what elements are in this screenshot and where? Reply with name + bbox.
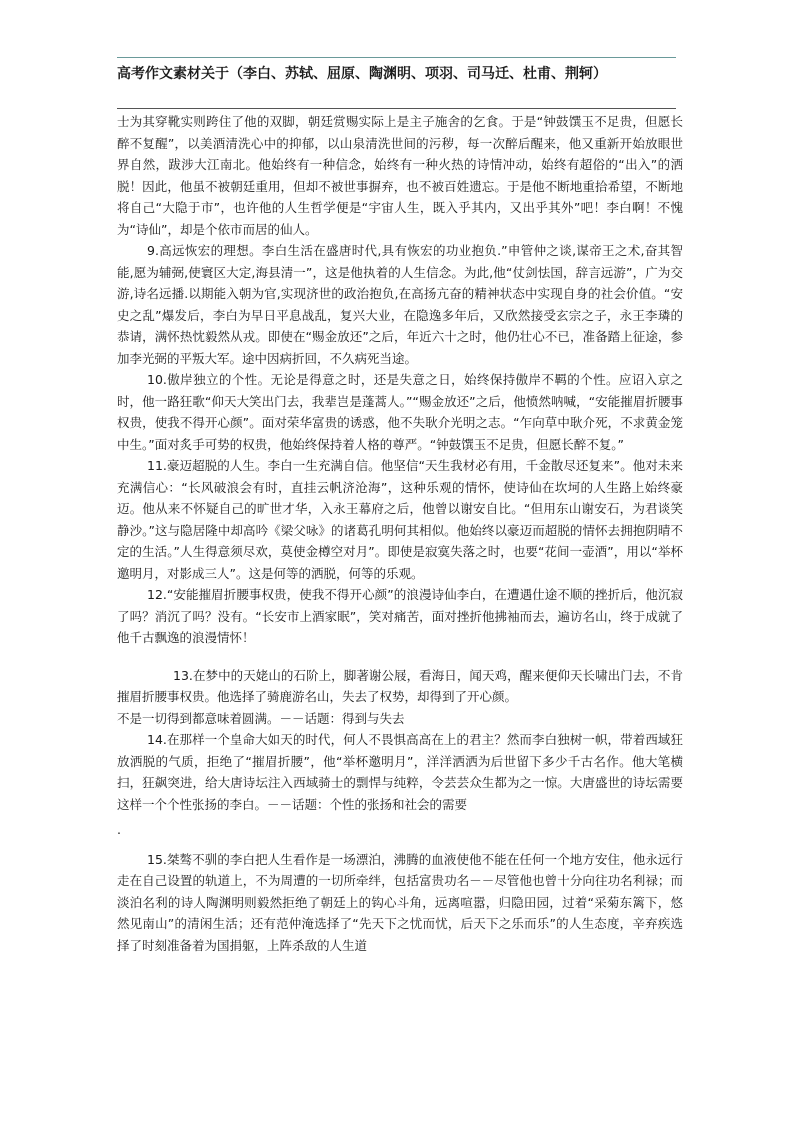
document-body xyxy=(117,111,683,956)
paragraph-11: 11.豪迈超脱的人生。李白一生充满自信。他坚信“天生我材必有用，千金散尽还复来”。他对未来充满信心：“长风破浪会有时，直挂云帆济沧海”，这种乐观的情怀，使诗仙在坎坷的人生路上始终豪迈。他从来不怀疑自己的旷世才华，入永王幕府之后，他曾以谢安自比。“但用东山谢安石，为君谈笑静沙。”这与隐居隆中却高吟《梁父咏》的诸葛孔明何其相似。他始终以豪迈而超脱的情怀去拥抱阴晴不定的生活。”人生得意须尽欢，莫使金樽空对月”。即使是寂寞失落之时，也要“花间一壶酒”，用以“举杯邀明月，对影成三人”。这是何等的洒脱，何等的乐观。 xyxy=(117,458,683,581)
document-header-title: 高考作文素材关于（李白、苏轼、屈原、陶渊明、项羽、司马迁、杜甫、荆轲） xyxy=(117,66,607,82)
paragraph-spacer xyxy=(117,649,683,665)
header-rule xyxy=(117,108,676,109)
paragraph-10: 10.傲岸独立的个性。无论是得意之时，还是失意之日，始终保持傲岸不羁的个性。应诏入京之时，他一路狂歌“仰天大笑出门去，我辈岂是蓬蒿人。”“赐金放还”之后，他愤然呐喊，“安能摧眉折腰事权贵，使我不得开心颜”。面对荣华富贵的诱惑，他不失耿介光明之志。“乍向草中耿介死，不求黄金笼中生。”面对炙手可势的权贵，他始终保持着人格的尊严。“钟鼓馔玉不足贵，但愿长醉不复。” xyxy=(117,372,683,452)
topic-line: 不是一切得到都意味着圆满。－－话题：得到与失去 xyxy=(117,710,405,726)
paragraph-continuation: 士为其穿靴实则跨住了他的双脚，朝廷赏赐实际上是主子施舍的乞食。于是“钟鼓馔玉不足贵，但愿长醉不复醒”，以美酒清洗心中的抑郁，以山泉清洗世间的污秽，每一次醉后醒来，他又重新开始放眼世界自然，跋涉大江南北。他始终有一种信念，始终有一种火热的诗情冲动，始终有超俗的“出入”的洒脱！因此，他虽不被朝廷重用，但却不被世事摒弃，也不被百姓遗忘。于是他不断地重拾希望，不断地将自己“大隐于市”，也许他的人生哲学便是“宇宙人生，既入乎其内，又出乎其外”吧！李白啊！不愧为“诗仙”，却是个依市而居的仙人。 xyxy=(117,114,683,237)
paragraph-15: 15.桀骜不驯的李白把人生看作是一场漂泊，沸腾的血液使他不能在任何一个地方安住，他永远行走在自己设置的轨道上，不为周遭的一切所牵绊，包括富贵功名－－尽管他也曾十分向往功名利禄；而淡泊名利的诗人陶渊明则毅然拒绝了朝廷上的钩心斗角，远离喧嚣，归隐田园，过着“采菊东篱下，悠然见南山”的清闲生活；还有范仲淹选择了“先天下之忧而忧，后天下之乐而乐”的人生态度，辛弃疾选择了时刻准备着为国捐躯，上阵杀敌的人生道 xyxy=(117,851,683,953)
paragraph-12: 12.“安能摧眉折腰事权贵，使我不得开心颜”的浪漫诗仙李白，在遭遇仕途不顺的挫折后，他沉寂了吗？消沉了吗？没有。“长安市上酒家眠”，笑对痛苦，面对挫折他拂袖而去，遍访名山，终于成就了他千古飘逸的浪漫情怀！ xyxy=(117,587,683,645)
paragraph-13: 13.在梦中的天姥山的石阶上，脚著谢公屐，看海日，闻天鸡，醒来便仰天长啸出门去，不肯摧眉折腰事权贵。他选择了骑鹿游名山，失去了权势，却得到了开心颜。 xyxy=(117,667,683,704)
paragraph-14: 14.在那样一个皇命大如天的时代，何人不畏惧高高在上的君主？然而李白独树一帜，带着西域狂放洒脱的气质，拒绝了“摧眉折腰”，他“举杯邀明月”，洋洋洒洒为后世留下多少千古名作。他大笔横扫，狂飙突进，给大唐诗坛注入西域骑士的剽悍与纯粹，令芸芸众生都为之一惊。大唐盛世的诗坛需要这样一个个性张扬的李白。－－话题：个性的张扬和社会的需要 xyxy=(117,732,683,812)
top-rule xyxy=(117,57,676,58)
paragraph-9: 9.高远恢宏的理想。李白生活在盛唐时代,具有恢宏的功业抱负.”申管仲之谈,谋帝王之术,奋其智能,愿为辅弼,使寰区大定,海县清一”，这是他执着的人生信念。为此,他“仗剑怯国，辞言远游”，广为交游,诗名远播.以期能入朝为官,实现济世的政治抱负,在高扬亢奋的精神状态中实现自身的社会价值。“安史之乱”爆发后，李白为早日平息战乱，复兴大业，在隐逸多年后，又欣然接受玄宗之子，永王李璘的恭请，满怀热忱毅然从戎。即使在“赐金放还”之后，年近六十之时，他仍壮心不已，准备踏上征途，参加李光弼的平叛大军。途中因病折回，不久病死当途。 xyxy=(117,243,683,366)
stray-period: . xyxy=(117,822,121,837)
